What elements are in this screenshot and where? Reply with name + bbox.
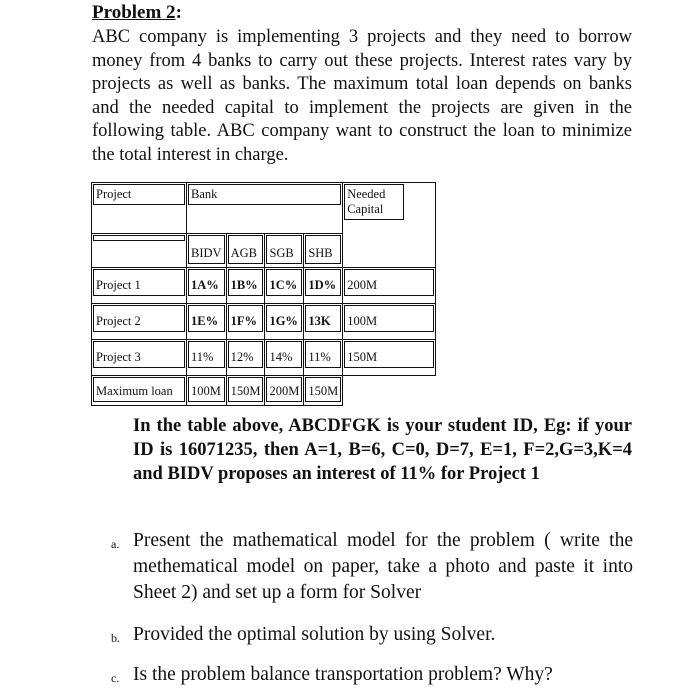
cell-p2-bidv: 1E% <box>188 305 225 332</box>
header-project: Project <box>93 184 185 205</box>
problem-intro: ABC company is implementing 3 projects and they need to borrow money from 4 banks to carry out these projects. Interest rates vary by projects as well as banks. The maximum total loan depends on banks and the needed capital to implement the projects are given in the following table. ABC company want to construct the loan to minimize the total interest in charge. <box>92 27 632 165</box>
cell-p1-shb: 1D% <box>305 269 341 296</box>
cell-p1-agb: 1B% <box>228 269 264 296</box>
max-loan-shb: 150M <box>305 377 341 402</box>
interest-table <box>91 182 436 406</box>
max-loan-bidv: 100M <box>188 377 225 402</box>
capital-project-3: 150M <box>344 341 434 368</box>
question-c-marker: c. <box>111 671 120 685</box>
bank-agb: AGB <box>228 235 264 264</box>
header-bank: Bank <box>188 184 341 205</box>
cell-p3-shb: 11% <box>305 341 341 368</box>
problem-title: Problem 2: <box>92 2 182 23</box>
bank-sgb: SGB <box>266 235 302 264</box>
question-c: Is the problem balance transportation problem? Why? <box>133 664 553 685</box>
row-label-max-loan: Maximum loan <box>93 377 185 402</box>
cell-p2-shb: 13K <box>305 305 341 332</box>
bank-bidv: BIDV <box>188 235 225 264</box>
question-b: Provided the optimal solution by using Solver. <box>133 624 496 645</box>
bank-shb: SHB <box>305 235 341 264</box>
cell-p2-agb: 1F% <box>228 305 264 332</box>
row-label-project-3: Project 3 <box>93 341 185 368</box>
max-loan-agb: 150M <box>228 377 264 402</box>
cell-p3-agb: 12% <box>228 341 264 368</box>
cell-p1-bidv: 1A% <box>188 269 225 296</box>
max-loan-sgb: 200M <box>266 377 302 402</box>
capital-project-2: 100M <box>344 305 434 332</box>
cell-p3-sgb: 14% <box>266 341 302 368</box>
cell-p2-sgb: 1G% <box>266 305 302 332</box>
question-b-marker: b. <box>111 631 120 645</box>
cell-p1-sgb: 1C% <box>266 269 302 296</box>
row-label-project-2: Project 2 <box>93 305 185 332</box>
row-label-project-1: Project 1 <box>93 269 185 296</box>
capital-project-1: 200M <box>344 269 434 296</box>
header-empty <box>93 235 185 241</box>
cell-p3-bidv: 11% <box>188 341 225 368</box>
question-a: Present the mathematical model for the problem ( write the methematical model on paper, take a photo and paste it into Sheet 2) and set up a form for Solver <box>133 530 633 603</box>
student-id-note: In the table above, ABCDFGK is your student ID, Eg: if your ID is 16071235, then A=1, B=6, C=0, D=7, E=1, F=2,G=3,K=4 and BIDV proposes an interest of 11% for Project 1 <box>133 416 632 484</box>
header-needed-capital: Needed Capital <box>344 184 404 220</box>
question-a-marker: a. <box>111 537 120 551</box>
